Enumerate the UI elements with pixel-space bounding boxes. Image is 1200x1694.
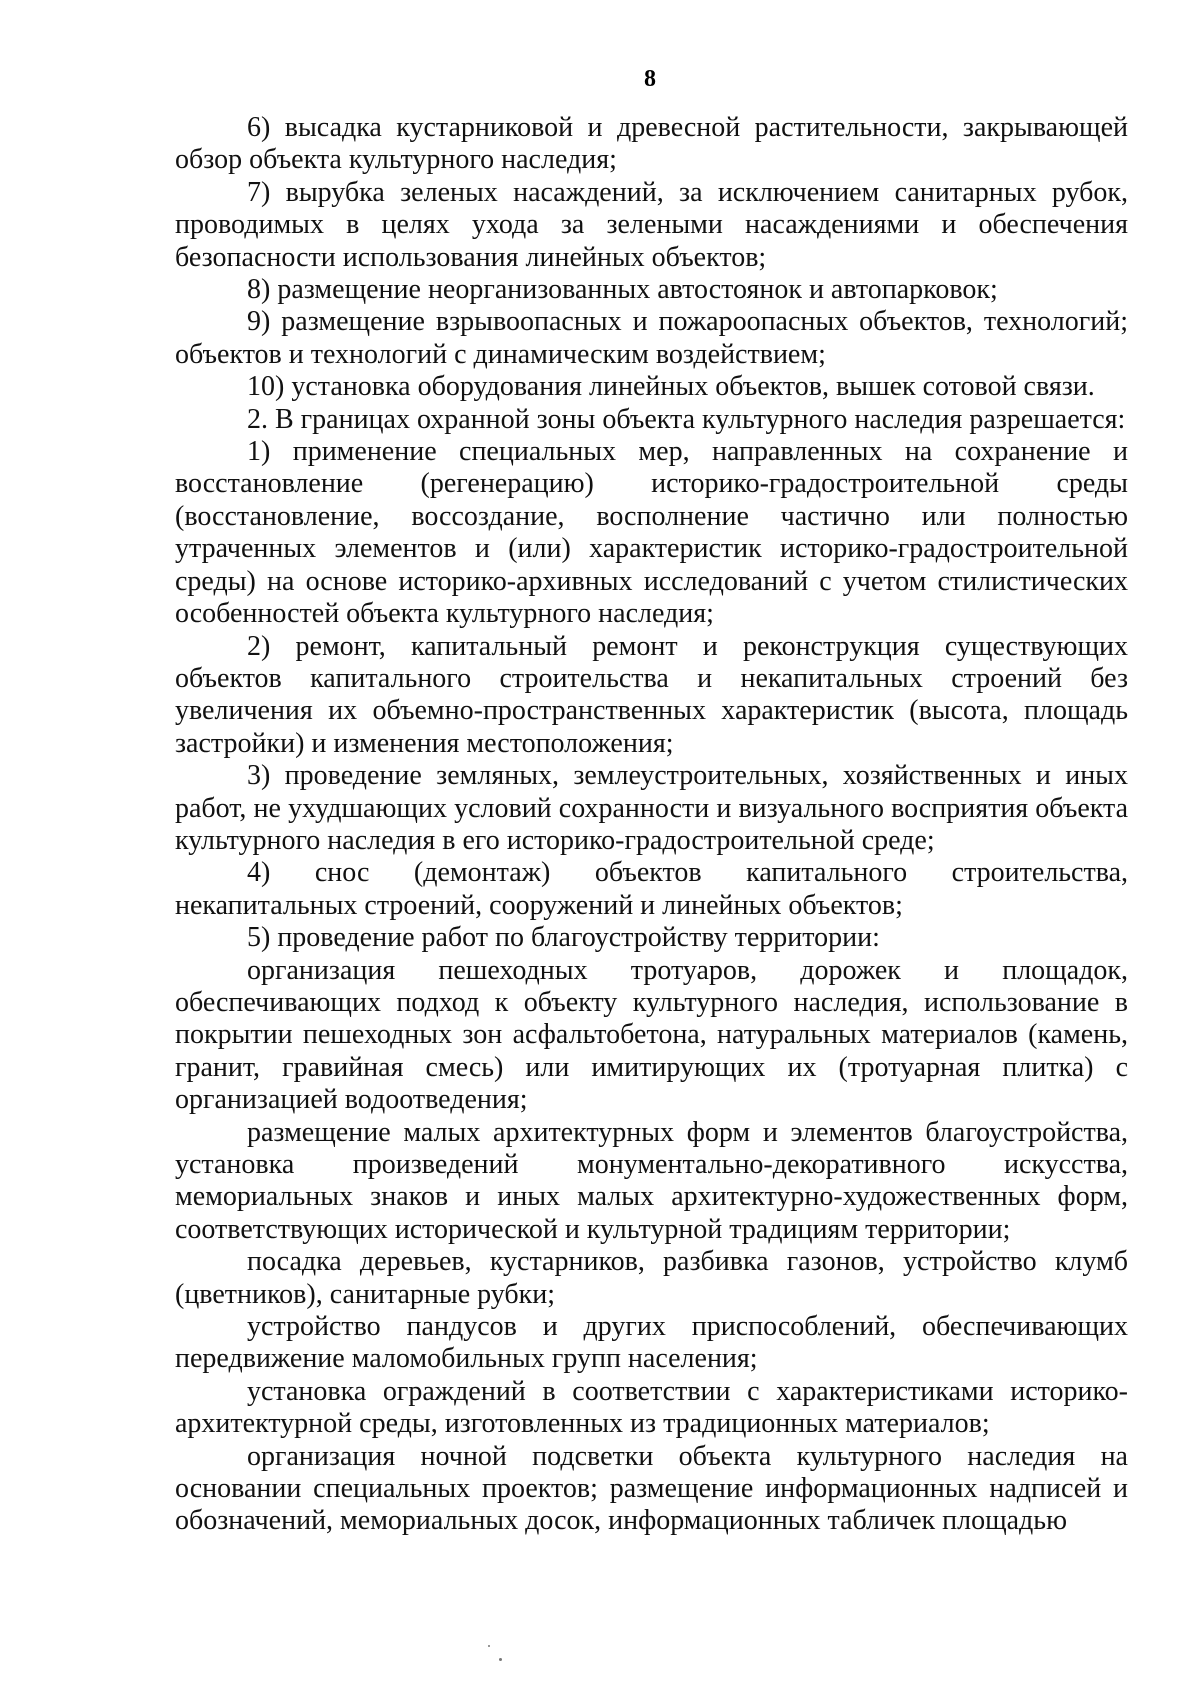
paragraph-landscaping-ramps: устройство пандусов и других приспособлений, обеспечивающих передвижение маломобильных групп населения; <box>175 1311 1128 1375</box>
paragraph-item-10: 10) установка оборудования линейных объектов, вышек сотовой связи. <box>247 371 1095 403</box>
paragraph-landscaping-planting: посадка деревьев, кустарников, разбивка газонов, устройство клумб (цветников), санитарные рубки; <box>175 1246 1128 1310</box>
paragraph-allowed-5: 5) проведение работ по благоустройству территории: <box>247 922 880 954</box>
scan-speck <box>499 1658 502 1661</box>
document-body <box>175 112 1128 1538</box>
paragraph-item-6: 6) высадка кустарниковой и древесной растительности, закрывающей обзор объекта культурного наследия; <box>175 112 1128 176</box>
paragraph-landscaping-lighting: организация ночной подсветки объекта культурного наследия на основании специальных проектов; размещение информационных надписей и обозначений, мемориальных досок, информационных табличек площадью <box>175 1440 1128 1537</box>
paragraph-landscaping-walkways: организация пешеходных тротуаров, дорожек и площадок, обеспечивающих подход к объекту культурного наследия, использование в покрытии пешеходных зон асфальтобетона, натуральных материалов (камень, гранит, гравийная смесь) или имитирующих их (тротуарная плитка) с организацией водоотведения; <box>175 954 1128 1116</box>
paragraph-item-8: 8) размещение неорганизованных автостоянок и автопарковок; <box>247 274 998 306</box>
paragraph-allowed-2: 2) ремонт, капитальный ремонт и реконструкция существующих объектов капитального строительства и некапитальных строений без увеличения их объемно-пространственных характеристик (высота, площадь застройки) и изменения местоположения; <box>175 630 1128 759</box>
paragraph-item-9: 9) размещение взрывоопасных и пожароопасных объектов, технологий; объектов и технологий с динамическим воздействием; <box>175 306 1128 370</box>
page-number: 8 <box>644 66 656 92</box>
paragraph-item-7: 7) вырубка зеленых насаждений, за исключением санитарных рубок, проводимых в целях ухода за зелеными насаждениями и обеспечения безопасности использования линейных объектов; <box>175 176 1128 273</box>
paragraph-section-2: 2. В границах охранной зоны объекта культурного наследия разрешается: <box>247 403 1126 435</box>
paragraph-landscaping-forms: размещение малых архитектурных форм и элементов благоустройства, установка произведений монументально-декоративного искусства, мемориальных знаков и иных малых архитектурно-художественных форм, соответствующих исторической и культурной традициям территории; <box>175 1116 1128 1245</box>
paragraph-allowed-4: 4) снос (демонтаж) объектов капитального строительства, некапитальных строений, сооружений и линейных объектов; <box>175 857 1128 921</box>
paragraph-allowed-1: 1) применение специальных мер, направленных на сохранение и восстановление (регенерацию) историко-градостроительной среды (восстановление, воссоздание, восполнение частично или полностью утраченных элементов и (или) характеристик историко-градостроительной среды) на основе историко-архивных исследований с учетом стилистических особенностей объекта культурного наследия; <box>175 436 1128 630</box>
paragraph-landscaping-fences: установка ограждений в соответствии с характеристиками историко-архитектурной среды, изготовленных из традиционных материалов; <box>175 1375 1128 1440</box>
scan-speck <box>488 1645 490 1647</box>
paragraph-allowed-3: 3) проведение земляных, землеустроительных, хозяйственных и иных работ, не ухудшающих условий сохранности и визуального восприятия объекта культурного наследия в его историко-градостроительной среде; <box>175 760 1128 856</box>
